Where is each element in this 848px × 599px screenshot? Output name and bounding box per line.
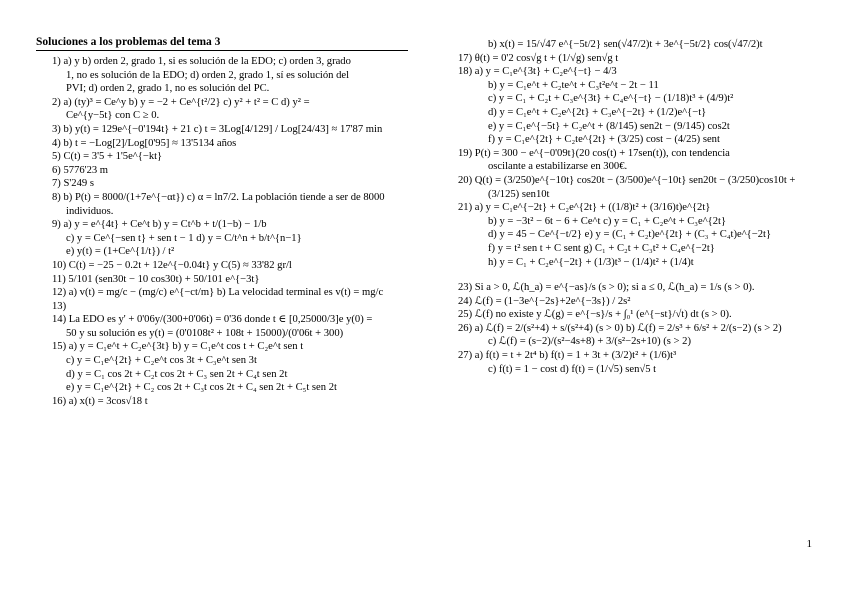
answer-line: 21) a) y = C₁e^{−2t} + C₂e^{2t} + ((1/8)t² + (3/16)t)e^{2t} (458, 202, 711, 214)
answer-line: d) y = C₁e^t + C₂e^{2t} + C₃e^{−2t} + (1/2)e^{−t} (488, 106, 707, 118)
answer-line: 10) C(t) = −25 − 0.2t + 12e^{−0.04t} y C(5) ≈ 33'82 gr/l (52, 259, 292, 271)
answer-line: PVI; d) orden 2, grado 1, no es solución del PC. (66, 83, 270, 95)
answer-line: e) y = C₁e^{2t} + C₂ cos 2t + C₃t cos 2t + C₄ sen 2t + C₅t sen 2t (66, 382, 337, 394)
answer-line: 8) b) P(t) = 8000/(1+7e^{−αt}) c) α = ln7/2. La población tiende a ser de 8000 (52, 191, 385, 203)
answer-line: c) y = C₁ + C₂t + C₃e^{3t} + C₄e^{−t} − (1/18)t³ + (4/9)t² (488, 93, 734, 105)
answer-line: (3/125) sen10t (488, 188, 550, 200)
answer-line: 13) (52, 300, 67, 312)
answer-line: 12) a) v(t) = mg/c − (mg/c) e^{−ct/m} b) La velocidad terminal es v(t) = mg/c (52, 287, 384, 299)
answer-line: 14) La EDO es y' + 0'06y/(300+0'06t) = 0'36 donde t ∈ [0,25000/3]e y(0) = (52, 314, 373, 326)
answer-line: b) y = −3t² − 6t − 6 + Ce^t c) y = C₁ + C₂e^t + C₃e^{2t} (488, 215, 727, 227)
answer-line: d) y = C₁ cos 2t + C₂t cos 2t + C₃ sen 2t + C₄t sen 2t (66, 368, 288, 380)
answer-line: f) y = t² sen t + C sent g) C₁ + C₂t + C₃t² + C₄e^{−2t} (488, 242, 715, 254)
answer-line: 24) ℒ(f) = (1−3e^{−2s}+2e^{−3s}) / 2s² (458, 295, 631, 307)
answer-line: c) ℒ(f) = (s−2)/(s²−4s+8) + 3/(s²−2s+10) (s > 2) (488, 336, 691, 348)
answer-line: c) y = Ce^{−sen t} + sen t − 1 d) y = C/t^n + b/t^{n−1} (66, 232, 302, 244)
answer-line: e) y(t) = (1+Ce^{1/t}) / t² (66, 246, 175, 258)
answer-line: 19) P(t) = 300 − e^{−0'09t}(20 cos(t) + 17sen(t)), con tendencia (458, 147, 730, 159)
page-title: Soluciones a los problemas del tema 3 (36, 36, 408, 51)
answer-line: e) y = C₁e^{−5t} + C₂e^t + (8/145) sen2t − (9/145) cos2t (488, 120, 730, 132)
answer-line: 17) θ(t) = 0'2 cos√g t + (1/√g) sen√g t (458, 52, 619, 64)
answer-line: oscilante a estabilizarse en 300€. (488, 161, 628, 173)
answer-line: f) y = C₁e^{2t} + C₂te^{2t} + (3/25) cost − (4/25) sent (488, 134, 720, 146)
answer-line: 1) a) y b) orden 2, grado 1, si es solución de la EDO; c) orden 3, grado (52, 56, 351, 67)
answer-line: 7) S'249 s (52, 178, 94, 190)
answer-line: 3) b) y(t) = 129e^{−0'194t} + 21 c) t = 3Log[4/129] / Log[24/43] ≈ 17'87 min (52, 123, 383, 135)
answer-line: 50 y su solución es y(t) = (0'0108t² + 108t + 15000)/(0'06t + 300) (66, 327, 344, 339)
answer-line: Ce^{y−5t} con C ≥ 0. (66, 110, 160, 122)
answer-line: 5) C(t) = 3'5 + 1'5e^{−kt} (52, 151, 163, 163)
spacer (458, 269, 828, 281)
answer-line: 15) a) y = C₁e^t + C₂e^{3t} b) y = C₁e^t cos t + C₂e^t sen t (52, 341, 304, 353)
answer-line: 16) a) x(t) = 3cos√18 t (52, 395, 148, 407)
answer-line: 9) a) y = e^{4t} + Ce^t b) y = Ct^b + t/(1−b) − 1/b (52, 219, 267, 231)
answer-line: 4) b) t = −Log[2]/Log[0'95] ≈ 13'5134 años (52, 137, 237, 149)
answer-line: individuos. (66, 205, 114, 217)
left-column (36, 36, 408, 408)
answer-line: 25) ℒ(f) no existe y ℒ(g) = e^{−s}/s + ∫₀¹ (e^{−st}/√t) dt (s > 0). (458, 309, 732, 321)
answer-line: b) x(t) = 15/√47 e^{−5t/2} sen(√47/2)t + 3e^{−5t/2} cos(√47/2)t (488, 39, 763, 50)
answer-line: 1, no es solución de la EDO; d) orden 2, grado 1, sí es solución del (66, 69, 350, 81)
answer-line: 27) a) f(t) = t + 2t⁴ b) f(t) = 1 + 3t + (3/2)t² + (1/6)t³ (458, 350, 677, 362)
answer-line: h) y = C₁ + C₂e^{−2t} + (1/3)t³ − (1/4)t² + (1/4)t (488, 256, 694, 268)
answer-line: 6) 5776'23 m (52, 164, 109, 176)
answer-line: 2) a) (ty)³ = Ce^y b) y = −2 + Ce^{t²/2} c) y² + t² = C d) y² = (52, 96, 310, 108)
answer-line: 18) a) y = C₁e^{3t} + C₂e^{−t} − 4/3 (458, 66, 617, 78)
answer-line: c) f(t) = 1 − cost d) f(t) = (1/√5) sen√5 t (488, 363, 657, 375)
answer-line: b) y = C₁e^t + C₂te^t + C₃t²e^t − 2t − 11 (488, 79, 659, 91)
right-column (458, 38, 828, 376)
page-number: 1 (806, 538, 812, 550)
answer-line: 26) a) ℒ(f) = 2/(s²+4) + s/(s²+4) (s > 0) b) ℒ(f) = 2/s³ + 6/s² + 2/(s−2) (s > 2) (458, 322, 782, 334)
answer-line: 11) 5/101 (sen30t − 10 cos30t) + 50/101 e^{−3t} (52, 273, 260, 285)
answer-line: c) y = C₁e^{2t} + C₂e^t cos 3t + C₃e^t sen 3t (66, 355, 257, 367)
answer-line: 23) Si a > 0, ℒ(h_a) = e^{−as}/s (s > 0); si a ≤ 0, ℒ(h_a) = 1/s (s > 0). (458, 282, 755, 294)
answer-line: 20) Q(t) = (3/250)e^{−10t} cos20t − (3/500)e^{−10t} sen20t − (3/250)cos10t + (458, 174, 796, 186)
answer-line: d) y = 45 − Ce^{−t/2} e) y = (C₁ + C₂t)e^{2t} + (C₃ + C₄t)e^{−2t} (488, 229, 772, 241)
